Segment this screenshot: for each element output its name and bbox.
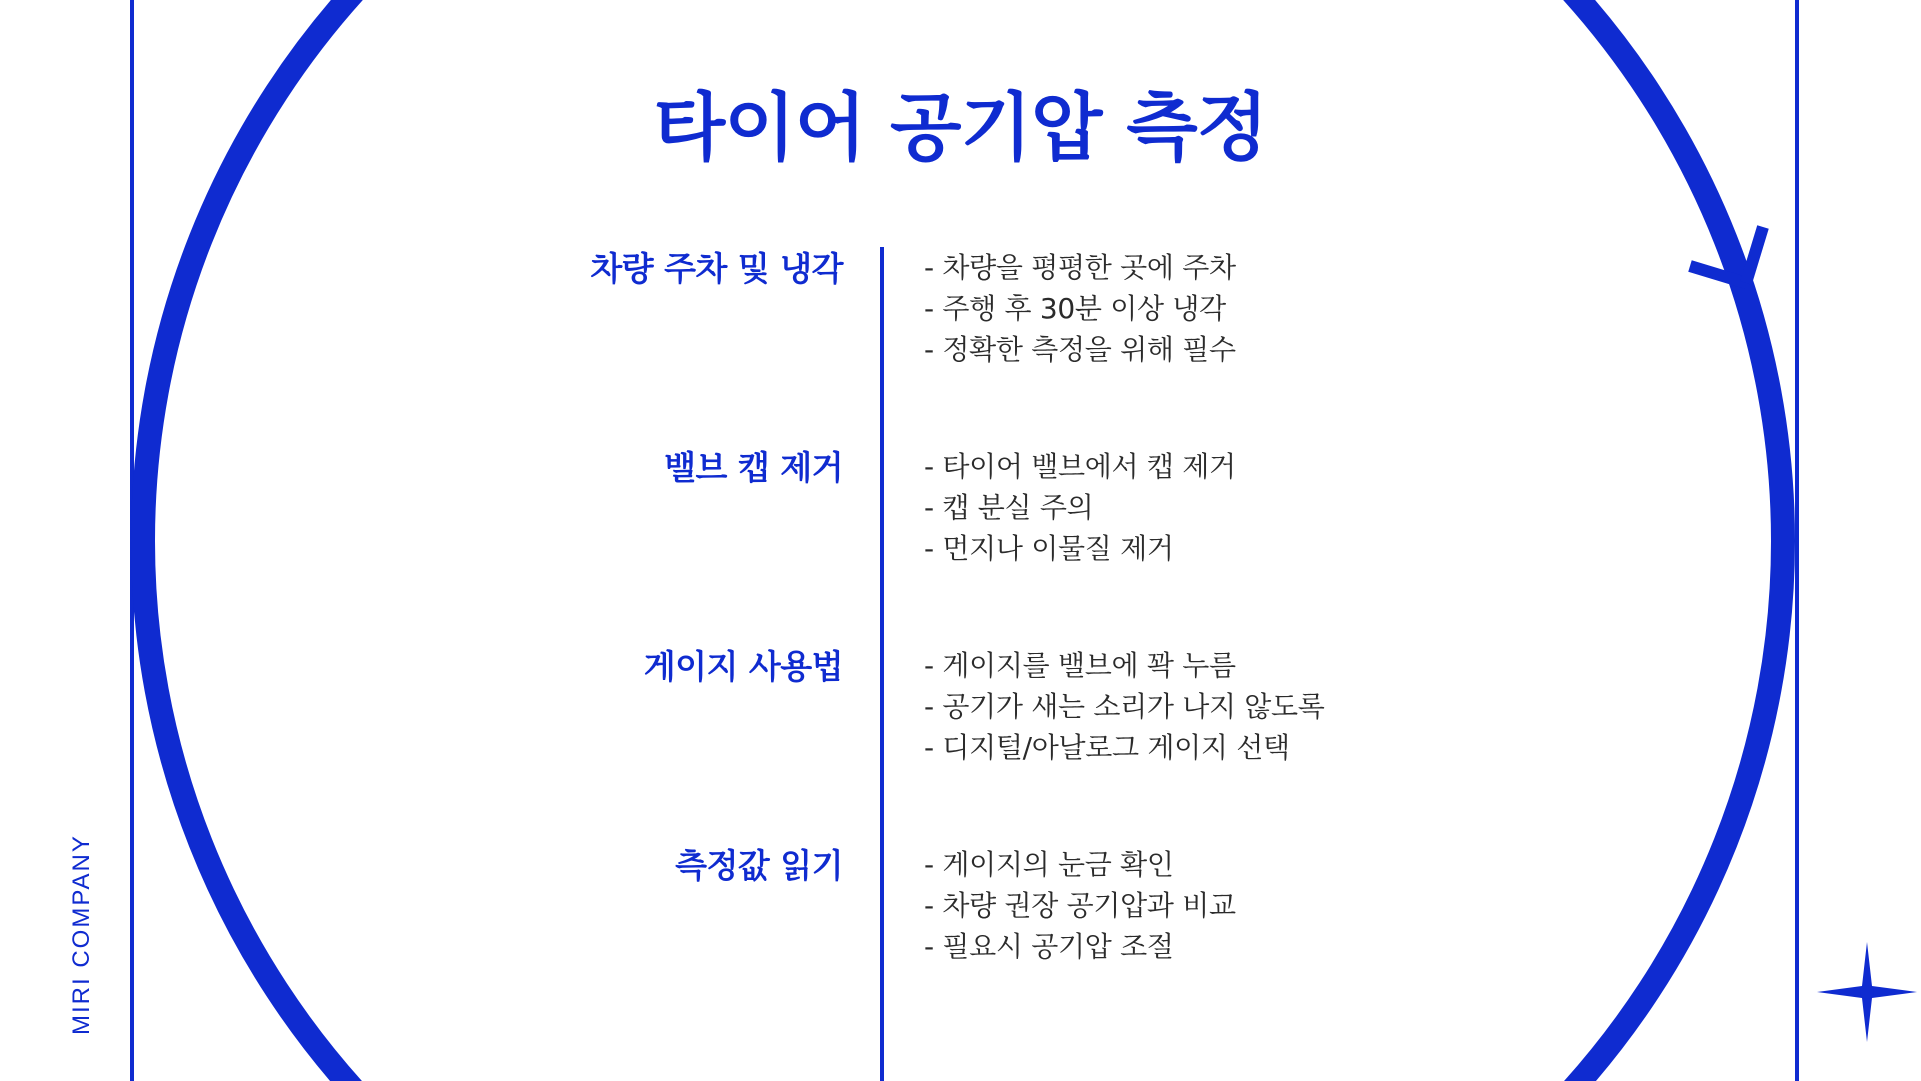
list-item: - 디지털/아날로그 게이지 선택 <box>924 731 1290 764</box>
list-item: - 정확한 측정을 위해 필수 <box>924 333 1236 366</box>
list-item: - 먼지나 이물질 제거 <box>924 532 1174 565</box>
list-item: - 게이지의 눈금 확인 <box>924 848 1174 881</box>
section-heading: 측정값 읽기 <box>675 846 843 885</box>
list-item: - 주행 후 30분 이상 냉각 <box>924 292 1226 325</box>
list-item: - 필요시 공기압 조절 <box>924 930 1174 963</box>
section-heading: 차량 주차 및 냉각 <box>590 249 843 288</box>
section-list <box>924 645 1325 768</box>
section-heading: 게이지 사용법 <box>643 647 843 686</box>
section-heading: 밸브 캡 제거 <box>664 448 843 487</box>
list-item: - 차량을 평평한 곳에 주차 <box>924 251 1236 284</box>
section-list <box>924 247 1236 370</box>
list-item: - 캡 분실 주의 <box>924 491 1094 524</box>
list-item: - 차량 권장 공기압과 비교 <box>924 889 1236 922</box>
section-list <box>924 446 1236 569</box>
list-item: - 타이어 밸브에서 캡 제거 <box>924 450 1236 483</box>
list-item: - 공기가 새는 소리가 나지 않도록 <box>924 690 1325 723</box>
page-title: 타이어 공기압 측정 <box>653 85 1268 171</box>
section-gauge-usage <box>0 645 1921 805</box>
brand-name: MIRI COMPANY <box>68 834 95 1035</box>
section-parking-cooling <box>0 247 1921 407</box>
section-valve-cap <box>0 446 1921 606</box>
section-reading-values <box>0 844 1921 1004</box>
list-item: - 게이지를 밸브에 꽉 누름 <box>924 649 1236 682</box>
section-list <box>924 844 1236 967</box>
